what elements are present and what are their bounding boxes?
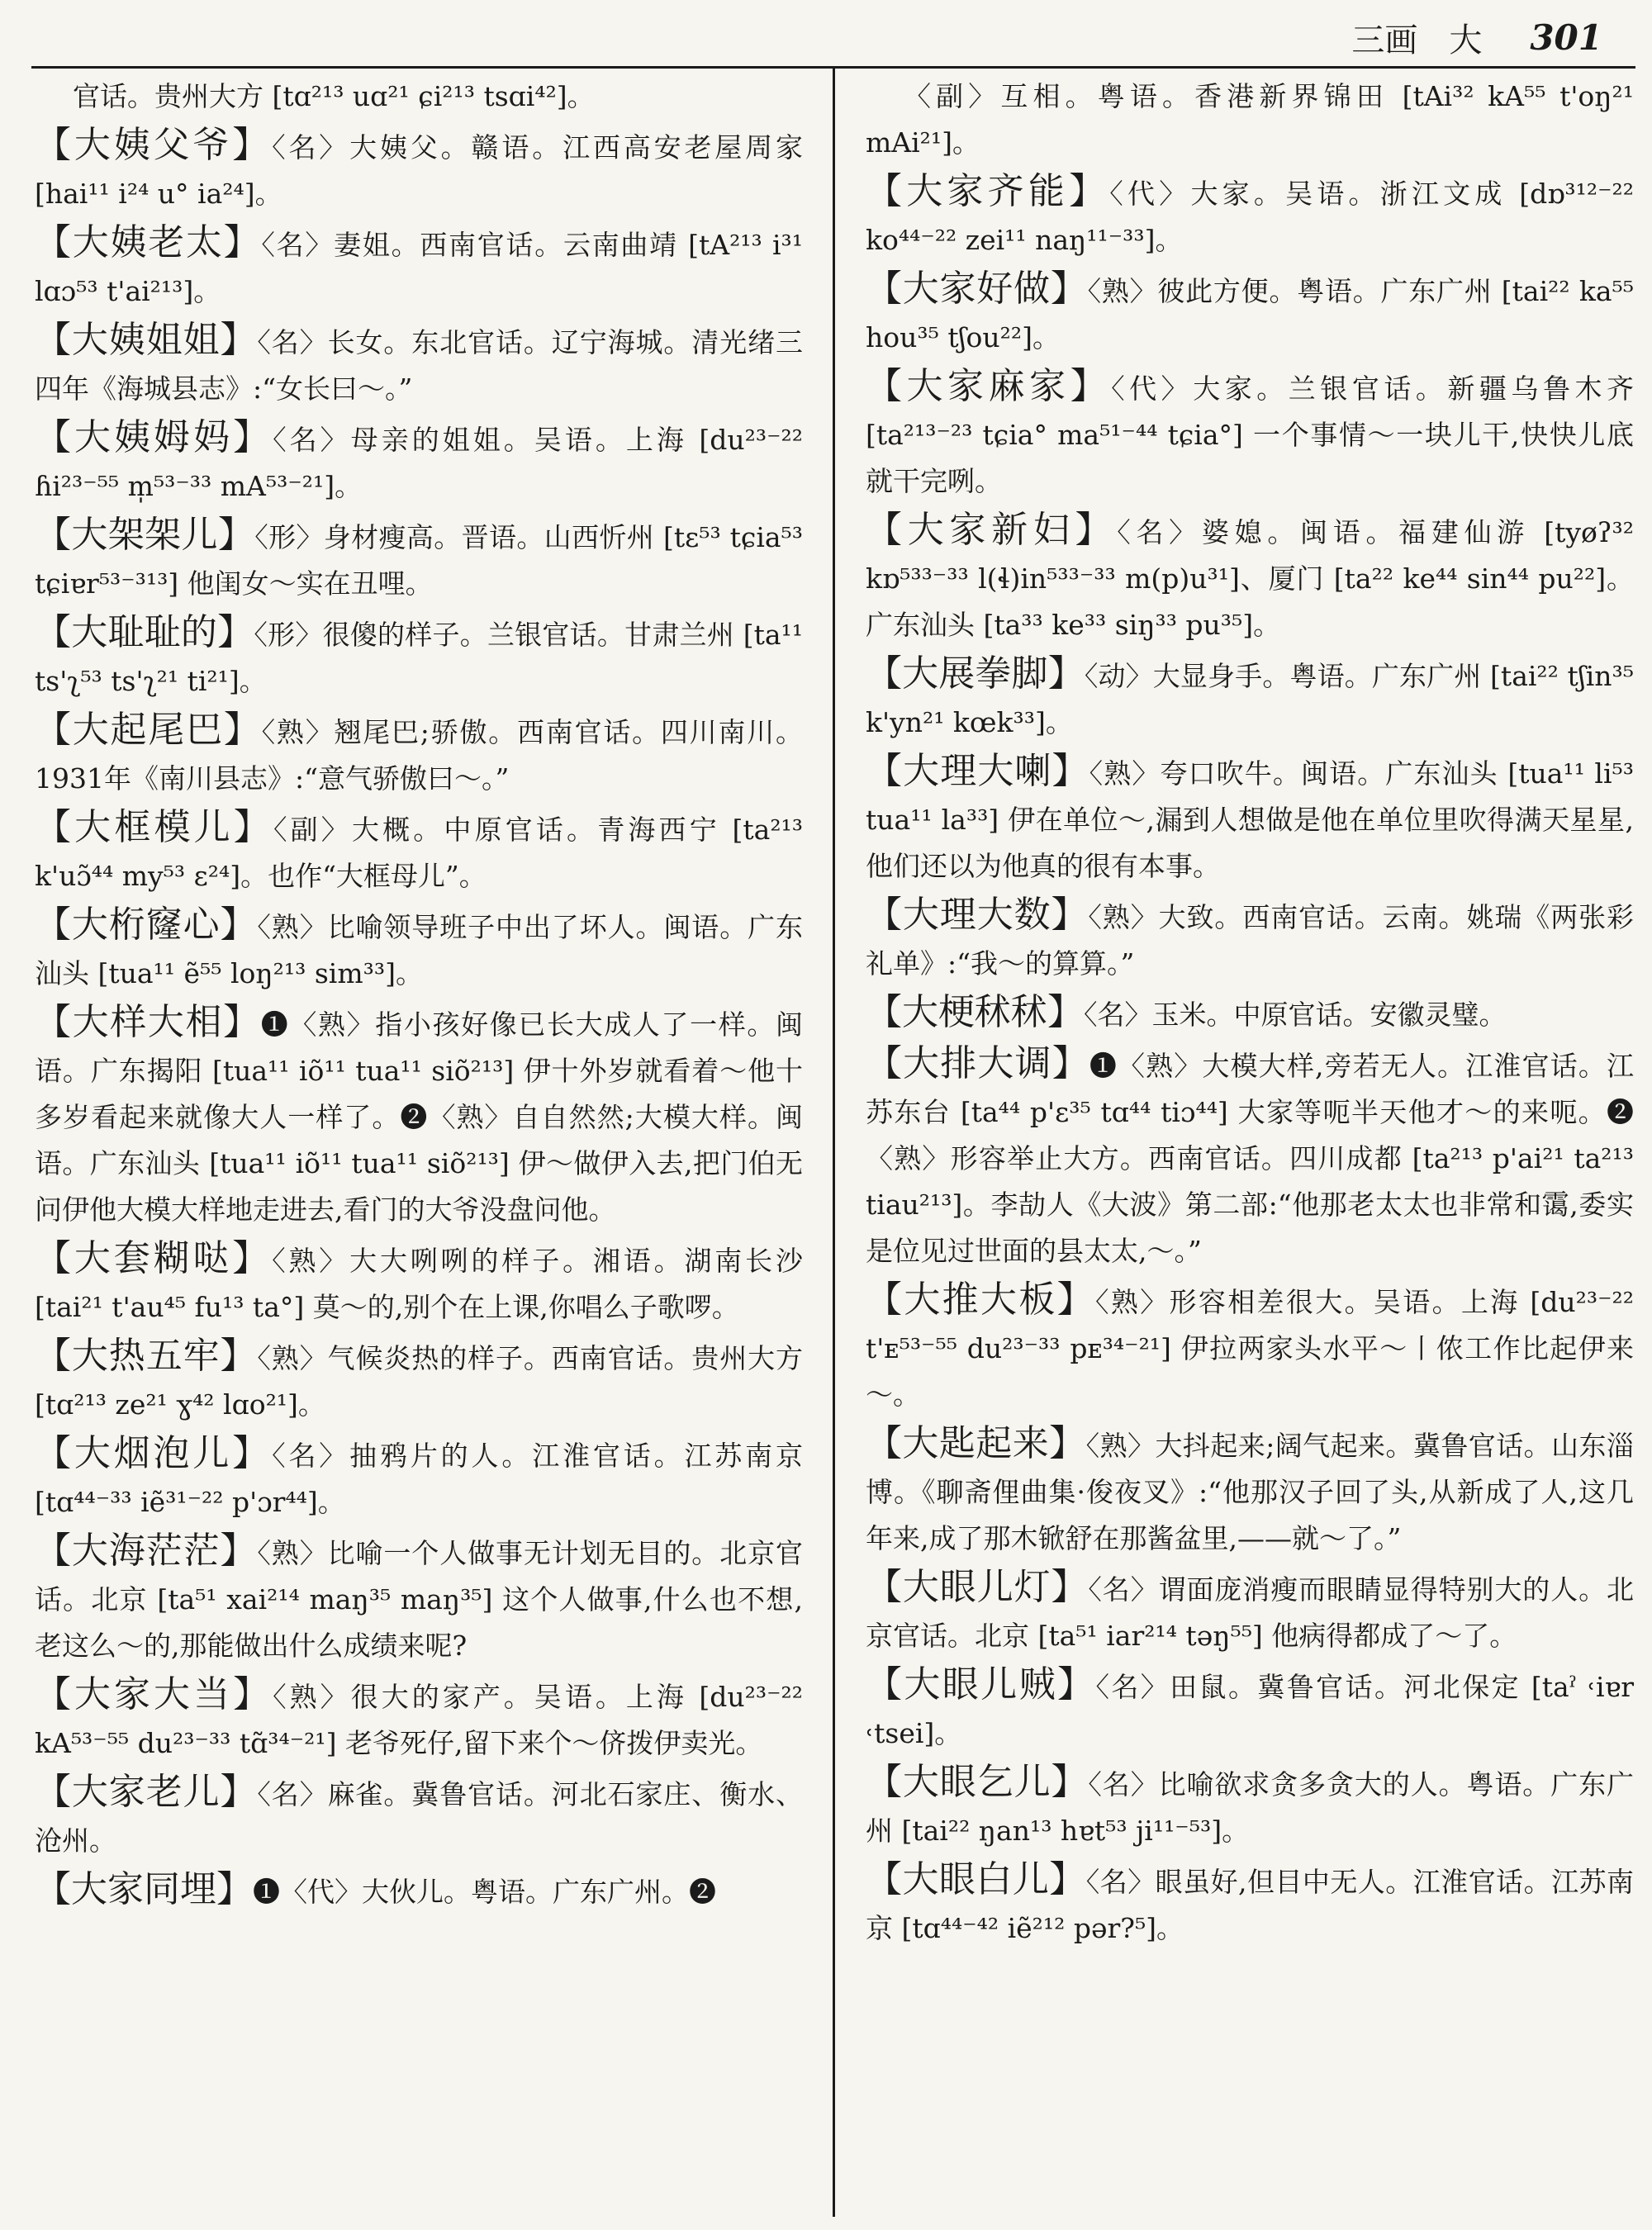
entry-headword: 【大烟泡儿】 [35,1432,273,1474]
entry-headword: 【大热五牢】 [35,1335,258,1377]
entry-headword: 【大家老儿】 [35,1771,258,1813]
dictionary-entry [35,902,803,997]
entry-headword: 【大桁窿心】 [35,904,258,946]
entry-definition: ❶〈熟〉指小孩好像已长大成人了一样。闽语。广东揭阳 [tua¹¹ iõ¹¹ tua¹¹ siõ²¹³] 伊十外岁就看着～他十多岁看起来就像大人一样了。❷〈熟〉自自然然;大模大样。闽语。广东汕头 [tua¹¹ iõ¹¹ tua¹¹ siõ²¹³] 伊～做伊入去,把门伯无问伊他大模大样地走进去,看门的大爷没盘问他。 [35,1008,803,1226]
dictionary-entry [866,1564,1634,1659]
dictionary-entry [866,266,1634,361]
entry-definition: 〈熟〉夸口吹牛。闽语。广东汕头 [tua¹¹ li⁵³ tua¹¹ la³³] 伊在单位～,漏到人想做是他在单位里吹得满天星星,他们还以为他真的很有本事。 [866,757,1634,882]
entry-definition: 〈名〉妻姐。西南官话。云南曲靖 [tA²¹³ i³¹ lɑɔ⁵³ t'ai²¹³]。 [35,229,804,307]
entry-definition: ❶〈代〉大伙儿。粤语。广东广州。❷ [253,1876,716,1908]
dictionary-entry [866,892,1634,987]
dictionary-entry [35,804,803,899]
dictionary-entry [866,507,1634,648]
entry-headword: 【大理大喇】 [866,750,1089,792]
page-number: 301 [1530,17,1602,58]
entry-headword: 【大匙起来】 [866,1422,1086,1464]
dictionary-entry [866,1759,1634,1854]
entry-definition: 〈副〉互相。粤语。香港新界锦田 [tAi³² kA⁵⁵ t'oŋ²¹ mAi²¹]。 [866,80,1634,159]
entry-headword: 【大架架儿】 [35,514,255,556]
column-divider [833,68,835,2217]
dictionary-entry [866,1421,1634,1562]
entry-headword: 【大眼儿灯】 [866,1566,1089,1608]
entry-definition: 〈名〉麻雀。冀鲁官话。河北石家庄、衡水、沧州。 [35,1778,804,1857]
dictionary-entry [866,1277,1634,1418]
entry-definition: 〈代〉大家。兰银官话。新疆乌鲁木齐 [ta²¹³⁻²³ tɕia° ma⁵¹⁻⁴⁴ tɕia°] 一个事情～一块儿干,快快儿底就干完咧。 [866,372,1635,497]
entry-definition: 〈熟〉比喻领导班子中出了坏人。闽语。广东汕头 [tua¹¹ ẽ⁵⁵ loŋ²¹³ sim³³]。 [35,911,804,989]
entry-definition: 〈熟〉比喻一个人做事无计划无目的。北京官话。北京 [ta⁵¹ xai²¹⁴ maŋ³⁵ maŋ³⁵] 这个人做事,什么也不想,老这么～的,那能做出什么成绩来呢? [35,1537,804,1662]
entry-headword: 【大套糊哒】 [35,1237,273,1279]
dictionary-entry [866,748,1634,890]
entry-headword: 【大家新妇】 [866,509,1118,551]
entry-headword: 【大姨姆妈】 [35,416,273,458]
entry-definition: 〈名〉大姨父。赣语。江西高安老屋周家 [hai¹¹ i²⁴ u° ia²⁴]。 [35,131,804,210]
entry-headword: 【大姨姐姐】 [35,319,258,361]
entry-headword: 【大海茫茫】 [35,1530,258,1572]
entry-definition: 〈名〉抽鸦片的人。江淮官话。江苏南京 [tɑ⁴⁴⁻³³ iẽ³¹⁻²² p'ɔr⁴⁴]。 [35,1440,804,1518]
dictionary-entry [35,707,803,802]
dictionary-entry [35,122,803,217]
dictionary-entry [866,989,1634,1038]
entry-definition: 〈名〉长女。东北官话。辽宁海城。清光绪三四年《海城县志》:“女长曰～。” [35,326,804,405]
entry-definition: 〈熟〉大大咧咧的样子。湘语。湖南长沙 [tai²¹ t'au⁴⁵ fu¹³ ta°] 莫～的,别个在上课,你唱么子歌啰。 [35,1245,804,1323]
entry-definition: 〈名〉田鼠。冀鲁官话。河北保定 [taˀ ˓iɐr ˓tsei]。 [866,1671,1634,1749]
header-radical: 大 [1449,21,1483,59]
entry-definition: 〈名〉婆媳。闽语。福建仙游 [tyøʔ³² kɒ⁵³³⁻³³ l(ɬ)in⁵³³⁻³³ m(p)u³¹]、厦门 [ta²² ke⁴⁴ sin⁴⁴ pu²²]。广东汕头 [ta³³ ke³³ siŋ³³ pu³⁵]。 [866,516,1634,641]
entry-definition: ❶〈熟〉大模大样,旁若无人。江淮官话。江苏东台 [ta⁴⁴ p'ɛ³⁵ tɑ⁴⁴ tiɔ⁴⁴] 大家等呃半天他才～的来呃。❷〈熟〉形容举止大方。西南官话。四川成都 [ta²¹³ p'ai²¹ ta²¹³ tiau²¹³]。李劼人《大波》第二部:“他那老太太也非常和霭,委实是位见过世面的县太太,～。” [866,1050,1634,1267]
dictionary-entry [35,1431,803,1525]
entry-definition: 〈熟〉彼此方便。粤语。广东广州 [tai²² ka⁵⁵ hou³⁵ tʃou²²]。 [866,275,1635,353]
dictionary-entry [35,610,803,705]
dictionary-entry [866,1857,1634,1952]
entry-headword: 【大家大当】 [35,1673,273,1715]
dictionary-entry [35,71,803,120]
entry-headword: 【大眼儿贼】 [866,1663,1096,1706]
entry-headword: 【大推大板】 [866,1279,1096,1321]
entry-headword: 【大家齐能】 [866,170,1110,212]
entry-definition: 〈熟〉气候炎热的样子。西南官话。贵州大方 [tɑ²¹³ ze²¹ ɣ⁴² lɑo²¹]。 [35,1342,804,1421]
entry-headword: 【大家好做】 [866,268,1088,310]
dictionary-entry [35,415,803,510]
entry-definition: 〈名〉玉米。中原官话。安徽灵璧。 [1084,999,1507,1031]
dictionary-entry [866,1041,1634,1274]
entry-headword: 【大排大调】 [866,1042,1089,1084]
dictionary-entry [866,168,1634,263]
entry-headword: 【大梗秫秫】 [866,991,1084,1033]
dictionary-entry [35,1769,803,1864]
entry-headword: 【大眼白儿】 [866,1858,1086,1900]
running-header [1351,12,1602,63]
entry-headword: 【大耻耻的】 [35,611,254,653]
entry-definition: 〈名〉母亲的姐姐。吴语。上海 [du²³⁻²² ɦi²³⁻⁵⁵ m̩⁵³⁻³³ mA⁵³⁻²¹]。 [35,424,804,502]
dictionary-entry [866,651,1634,746]
entry-definition: 〈代〉大家。吴语。浙江文成 [dɒ³¹²⁻²² ko⁴⁴⁻²² zei¹¹ naŋ¹¹⁻³³]。 [866,178,1634,256]
entry-definition: 〈形〉很傻的样子。兰银官话。甘肃兰州 [ta¹¹ ts'ʅ⁵³ ts'ʅ²¹ ti²¹]。 [35,619,804,697]
entry-definition: 官话。贵州大方 [tɑ²¹³ uɑ²¹ ɕi²¹³ tsɑi⁴²]。 [73,80,595,112]
dictionary-entry [35,220,803,315]
entry-headword: 【大姨父爷】 [35,124,273,166]
dictionary-entry [866,71,1634,166]
left-column [35,71,803,1918]
entry-definition: 〈副〉大概。中原官话。青海西宁 [ta²¹³ k'uɔ̃⁴⁴ my⁵³ ɛ²⁴]。也作“大框母儿”。 [35,814,804,892]
dictionary-entry [35,1672,803,1767]
entry-headword: 【大样大相】 [35,1001,261,1043]
entry-definition: 〈动〉大显身手。粤语。广东广州 [tai²² tʃin³⁵ k'yn²¹ kœk³³]。 [866,660,1634,738]
dictionary-entry [35,317,803,412]
entry-definition: 〈熟〉翘尾巴;骄傲。西南官话。四川南川。1931年《南川县志》:“意气骄傲曰～。” [35,716,803,795]
entry-headword: 【大起尾巴】 [35,709,262,751]
entry-headword: 【大展拳脚】 [866,652,1085,695]
dictionary-entry [35,1528,803,1669]
entry-definition: 〈名〉比喻欲求贪多贪大的人。粤语。广东广州 [tai²² ŋan¹³ hɐt⁵³ ji¹¹⁻⁵³]。 [866,1768,1635,1847]
entry-headword: 【大眼乞儿】 [866,1761,1089,1803]
entry-definition: 〈形〉身材瘦高。晋语。山西忻州 [tɛ⁵³ tɕia⁵³ tɕiɐr⁵³⁻³¹³] 他闺女～实在丑哩。 [35,521,804,600]
dictionary-entry [866,1662,1634,1757]
right-column [866,71,1634,1954]
dictionary-entry [866,363,1634,505]
dictionary-entry [35,1236,803,1331]
entry-headword: 【大框模儿】 [35,806,273,848]
dictionary-entry [35,1333,803,1428]
entry-definition: 〈名〉谓面庞消瘦而眼睛显得特别大的人。北京官话。北京 [ta⁵¹ iar²¹⁴ təŋ⁵⁵] 他病得都成了～了。 [866,1573,1635,1652]
entry-definition: 〈熟〉形容相差很大。吴语。上海 [du²³⁻²² t'ᴇ⁵³⁻⁵⁵ du²³⁻³³ pᴇ³⁴⁻²¹] 伊拉两家头水平～丨侬工作比起伊来～。 [866,1286,1635,1411]
entry-definition: 〈熟〉大抖起来;阔气起来。冀鲁官话。山东淄博。《聊斋俚曲集·俊夜叉》:“他那汉子回了头,从新成了人,这几年来,成了那木锨舒在那酱盆里,——就～了。” [866,1430,1634,1554]
dictionary-entry [35,1867,803,1915]
entry-definition: 〈名〉眼虽好,但目中无人。江淮官话。江苏南京 [tɑ⁴⁴⁻⁴² iẽ²¹² pər?⁵]。 [866,1866,1635,1944]
entry-headword: 【大家麻家】 [866,365,1112,407]
dictionary-entry [35,999,803,1233]
entry-headword: 【大家同埋】 [35,1868,253,1910]
entry-definition: 〈熟〉大致。西南官话。云南。姚瑞《两张彩礼单》:“我～的算算。” [866,901,1635,980]
entry-headword: 【大姨老太】 [35,221,262,263]
header-section: 三画 [1351,21,1418,59]
dictionary-entry [35,512,803,607]
entry-headword: 【大理大数】 [866,894,1089,936]
entry-definition: 〈熟〉很大的家产。吴语。上海 [du²³⁻²² kA⁵³⁻⁵⁵ du²³⁻³³ tɑ̃³⁴⁻²¹] 老爷死仔,留下来个～侪拨伊卖光。 [35,1681,804,1759]
